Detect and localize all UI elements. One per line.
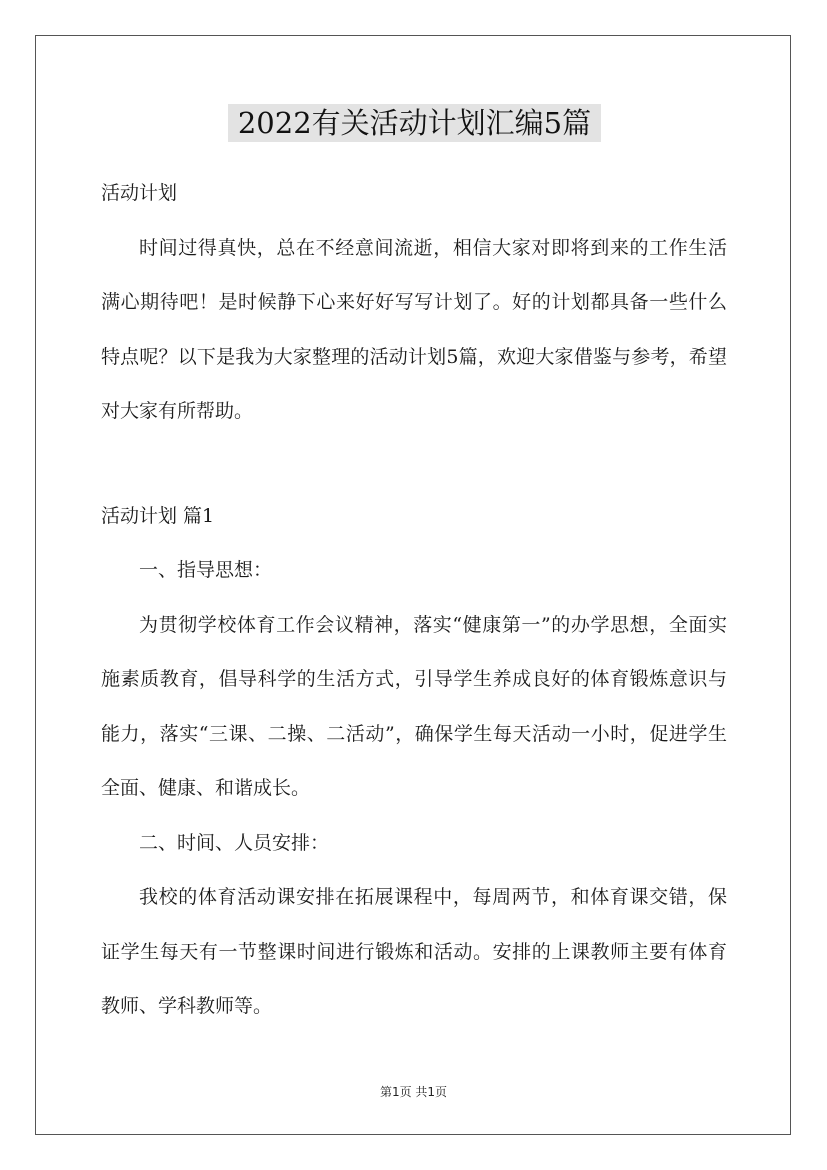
page-footer: 第1页 共1页 [379, 1085, 448, 1099]
paragraph-guiding-thought: 为贯彻学校体育工作会议精神，落实“健康第一”的办学思想，全面实施素质教育，倡导科学的生活方式，引导学生养成良好的体育锻炼意识与能力，落实“三课、二操、二活动”，确保学生每天活动一小时，促进学生全面、健康、和谐成长。 [101, 613, 727, 799]
paragraph-schedule: 我校的体育活动课安排在拓展课程中，每周两节，和体育课交错，保证学生每天有一节整课时间进行锻炼和活动。安排的上课教师主要有体育教师、学科教师等。 [101, 886, 727, 1017]
document-title: 2022有关活动计划汇编5篇 [228, 104, 601, 142]
heading-schedule: 二、时间、人员安排： [139, 831, 330, 854]
article-heading: 活动计划 篇1 [101, 504, 215, 527]
heading-guiding-thought: 一、指导思想： [139, 559, 273, 581]
intro-paragraph: 时间过得真快，总在不经意间流逝，相信大家对即将到来的工作生活满心期待吧！是时候静下心来好好写写计划了。好的计划都具备一些什么特点呢？以下是我为大家整理的活动计划5篇，欢迎大家借鉴与参考，希望对大家有所帮助。 [101, 236, 727, 422]
section-label: 活动计划 [101, 182, 178, 204]
document-body [101, 166, 727, 1034]
